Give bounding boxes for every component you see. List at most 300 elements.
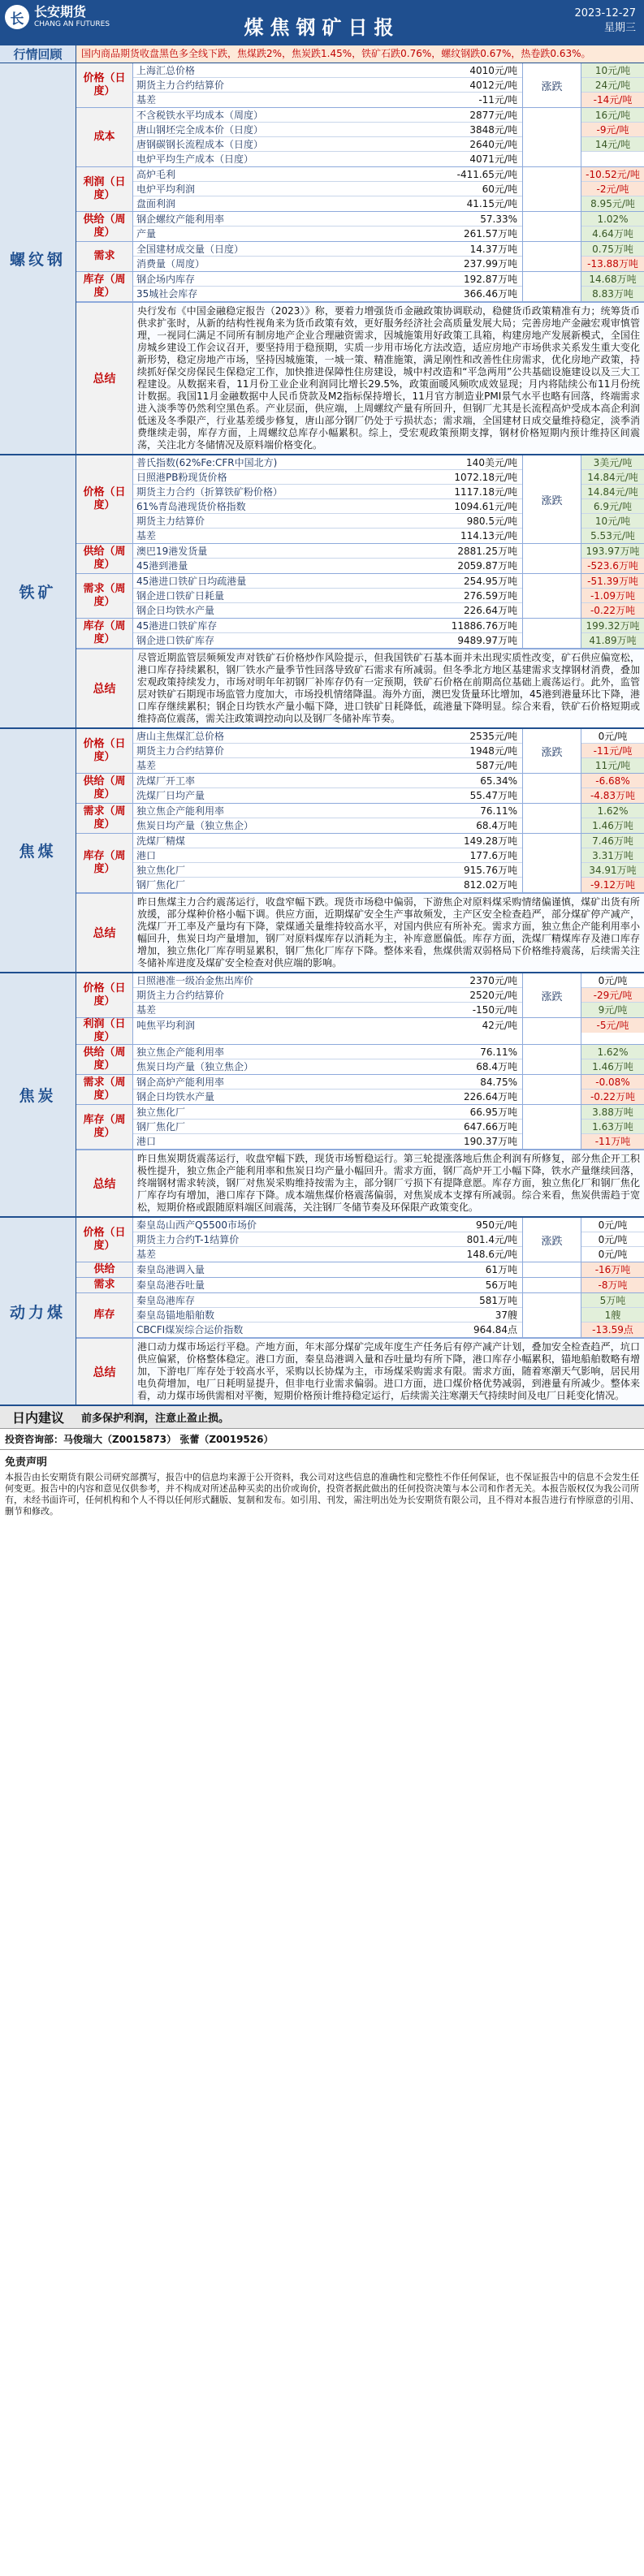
change-value: -1.09万吨 — [581, 589, 644, 603]
change-value: -9元/吨 — [581, 123, 644, 137]
indicator-name: 唐山主焦煤汇总价格 — [136, 731, 225, 742]
indicator-row — [133, 834, 522, 848]
change-tag-spacer — [523, 242, 581, 271]
change-value: 0元/吨 — [581, 1232, 644, 1247]
change-value: -4.83万吨 — [581, 788, 644, 803]
change-tag-spacer — [523, 1293, 581, 1337]
indicator-row — [133, 212, 522, 227]
section — [0, 973, 644, 1218]
indicator-name: 港口 — [136, 850, 157, 861]
summary-block — [76, 893, 644, 972]
indicator-group — [76, 1105, 644, 1150]
change-value: -523.6万吨 — [581, 559, 644, 573]
indicator-group — [76, 1045, 644, 1075]
disclaimer-title: 免责声明 — [5, 1456, 48, 1469]
indicator-name: 吨焦平均利润 — [136, 1020, 196, 1031]
indicator-name: 钢企场内库存 — [136, 274, 196, 285]
indicator-name: 钢企高炉产能利用率 — [136, 1077, 225, 1088]
change-value: 1艘 — [581, 1308, 644, 1323]
indicator-row — [133, 272, 522, 287]
section — [0, 455, 644, 729]
change-value: -11元/吨 — [581, 744, 644, 758]
indicator-name: 35城社会库存 — [136, 288, 198, 300]
indicator-row — [133, 863, 522, 878]
group-name: 价格（日度） — [76, 973, 133, 1017]
section — [0, 729, 644, 973]
change-value: 3美元/吨 — [581, 455, 644, 470]
group-name: 供给（周度） — [76, 212, 133, 241]
advice-label: 日内建议 — [11, 1410, 64, 1426]
indicator-name: 61%青岛港现货价格指数 — [136, 501, 246, 512]
change-value: 10元/吨 — [581, 514, 644, 529]
indicator-row — [133, 123, 522, 137]
indicator-group — [76, 63, 644, 108]
report-date — [574, 6, 636, 36]
group-name: 供给（周度） — [76, 1045, 133, 1074]
indicator-value: 1948元/吨 — [469, 745, 517, 757]
change-value: -0.22万吨 — [581, 603, 644, 618]
indicator-group — [76, 1293, 644, 1338]
indicator-value: -11元/吨 — [478, 94, 517, 106]
indicator-name: 钢厂焦化厂 — [136, 879, 186, 891]
indicator-value: 812.02万吨 — [464, 879, 517, 891]
change-tag-spacer — [523, 1018, 581, 1044]
indicator-group — [76, 242, 644, 272]
indicator-name: 洗煤厂日均产量 — [136, 790, 205, 801]
indicator-name: 钢厂焦化厂 — [136, 1121, 186, 1133]
indicator-value: 950元/吨 — [476, 1219, 517, 1231]
indicator-row — [133, 1278, 522, 1292]
logo-icon: 长 — [5, 5, 29, 29]
indicator-name: 秦皇岛港吞吐量 — [136, 1279, 205, 1291]
group-name: 成本 — [76, 108, 133, 166]
change-value: 14.68万吨 — [581, 272, 644, 287]
indicator-group — [76, 167, 644, 212]
indicator-row — [133, 1293, 522, 1308]
indicator-value: 226.64万吨 — [464, 605, 517, 616]
indicator-value: 2520元/吨 — [469, 990, 517, 1001]
change-tag-spacer — [523, 1075, 581, 1104]
indicator-group — [76, 619, 644, 649]
indicator-row — [133, 257, 522, 271]
indicator-value: 964.84点 — [473, 1324, 517, 1335]
indicator-name: 45港到港量 — [136, 560, 188, 572]
change-value: 16元/吨 — [581, 108, 644, 123]
indicator-value: 37艘 — [495, 1310, 517, 1321]
indicator-value: 177.6万吨 — [469, 850, 517, 861]
indicator-value: 11886.76万吨 — [451, 620, 517, 632]
group-name: 库存 — [76, 1293, 133, 1337]
change-tag-spacer — [523, 834, 581, 892]
indicator-row — [133, 1045, 522, 1059]
change-tag-spacer — [523, 774, 581, 803]
section-body — [76, 973, 644, 1216]
change-value: -9.12万吨 — [581, 878, 644, 892]
indicator-name: 港口 — [136, 1136, 157, 1147]
change-tag-spacer — [523, 1105, 581, 1149]
indicator-value: 581万吨 — [479, 1295, 517, 1306]
indicator-value: 2535元/吨 — [469, 731, 517, 742]
group-name: 价格（日度） — [76, 1218, 133, 1262]
indicator-row — [133, 973, 522, 988]
indicator-name: 不含税铁水平均成本（周度） — [136, 110, 264, 121]
change-value: -5元/吨 — [581, 1018, 644, 1033]
indicator-name: 期货主力合约结算价 — [136, 80, 225, 91]
change-value: -13.88万吨 — [581, 257, 644, 271]
report-title: 煤焦钢矿日报 — [244, 16, 400, 39]
indicator-row — [133, 559, 522, 573]
group-name: 价格（日度） — [76, 729, 133, 773]
indicator-value: 14.37万吨 — [469, 244, 517, 255]
indicator-name: 45港进口铁矿库存 — [136, 620, 218, 632]
change-value: 3.31万吨 — [581, 848, 644, 863]
change-value: 10元/吨 — [581, 63, 644, 78]
indicator-row — [133, 63, 522, 78]
indicator-name: 焦炭日均产量（独立焦企） — [136, 1061, 254, 1072]
summary-text: 昨日焦炭期货震荡运行，收盘窄幅下跌，现货市场暂稳运行。第三轮提涨落地后焦企利润有所修复，部分焦企开工积极性提升，独立焦企产能利用率和焦炭日均产量小幅回升。需求方面，钢厂高炉开工小幅下降，铁水产量继续回落，终端钢材需求转淡，钢厂对焦炭采购维持按需为主，部分钢厂亏损下有提降意愿。库存方面，独立焦化厂和钢厂焦化厂库存均有增加，港口库存下降。成本端焦煤价格震荡偏弱，对焦炭成本支撑有所减弱。综合来看，焦炭供需趋于宽松，短期价格或跟随原料端区间震荡，关注钢厂冬储节奏及环保限产政策变化。 — [133, 1150, 644, 1216]
summary-label: 总结 — [76, 1339, 133, 1405]
indicator-name: 上海汇总价格 — [136, 65, 196, 76]
indicator-row — [133, 1262, 522, 1277]
indicator-group — [76, 729, 644, 774]
summary-text: 昨日焦煤主力合约震荡运行，收盘窄幅下跌。现货市场稳中偏弱，下游焦企对原料煤采购情绪偏谨慎，煤矿出货有所放缓，部分煤种价格小幅下调。供应方面，近期煤矿安全生产事故频发，主产区安全检查趋严，部分煤矿停产减产，洗煤厂开工率及产量均有下降，蒙煤通关量维持较高水平，对国内供应有所补充。需求方面，独立焦企产能利用率小幅回升，焦炭日均产量增加，钢厂对原料煤库存以消耗为主，补库意愿偏低。库存方面，洗煤厂精煤库存及港口库存增加，独立焦化厂库存明显累积，钢厂焦化厂库存下降。整体来看，焦煤供需双弱格局下价格维持震荡，后续需关注冬储补库进度及煤矿安全检查对供应端的影响。 — [133, 894, 644, 972]
indicator-name: 高炉毛利 — [136, 169, 176, 180]
indicator-name: 唐钢碳钢长流程成本（日度） — [136, 139, 264, 150]
change-value: -14元/吨 — [581, 93, 644, 107]
indicator-row — [133, 1105, 522, 1120]
indicator-value: 587元/吨 — [476, 760, 517, 771]
indicator-value: 190.37万吨 — [464, 1136, 517, 1147]
summary-text: 央行发布《中国金融稳定报告（2023）》称，要着力增强货币金融政策协调联动，稳健货币政策精准有力；统筹货币供求扩张时，从新的结构性视角来为货币政策有效，更好服务经济社会高质量发展大局；完善房地产金融宏观审慎管理，一视同仁满足不同所有制房地产企业合理融资需求，因城施策用好政策工具箱，构建房地产发展新模式，全国住房城乡建设工作会议召开，要坚持用于稳预期，实质一步用市场化方法改造，适应房地产市场供求关系发生重大变化新形势，稳定房地产市场，坚持因城施策，一城一策、精准施策，满足刚性和改善性住房需求，优化房地产政策，持续抓好保交房保民生保稳定工作，加快推进保障性住房建设，城中村改造和“平急两用”公共基础设施建设以及三大工程建设。从数据来看，11月份工业企业利润同比增长29.5%，政策面暖风频吹成效显现；月内将陆续公布11月份统计数据。我国11月金融数据中人民币贷款及M2指标保持增长，11月官方制造业PMI景气水平也略有回落，终端需求进入淡季等仍然利空黑色系。产业层面，供应端，上周螺纹产量有所回升，但钢厂尤其是长流程高炉受成本高企利润低迷及冬季限产，行业基差缓步修复，唐山部分钢厂仍处于亏损状态；需求端，全国建材日成交量维持稳定，淡季消费继续走弱，库存方面，上周螺纹总库存小幅累积。综上，受宏观政策预期支撑，钢材价格短期内预计维持区间震荡，关注北方冬储情况及原料端价格变化。 — [133, 303, 644, 454]
sections-container — [0, 63, 644, 1406]
group-name: 库存（周度） — [76, 834, 133, 892]
change-value: 0.75万吨 — [581, 242, 644, 257]
change-value: -0.22万吨 — [581, 1090, 644, 1104]
market-review-label: 行情回顾 — [0, 45, 76, 63]
indicator-name: 期货主力合约（折算铁矿粉价格） — [136, 486, 283, 498]
indicator-name: 基差 — [136, 94, 157, 106]
indicator-row — [133, 729, 522, 744]
indicator-group — [76, 1218, 644, 1262]
indicator-group — [76, 973, 644, 1018]
section — [0, 63, 644, 455]
indicator-row — [133, 287, 522, 301]
indicator-row — [133, 574, 522, 589]
change-value: -29元/吨 — [581, 988, 644, 1003]
indicator-name: 期货主力合约结算价 — [136, 745, 225, 757]
report-header — [0, 0, 644, 45]
indicator-row — [133, 1218, 522, 1232]
indicator-row — [133, 93, 522, 107]
indicator-value: 647.66万吨 — [464, 1121, 517, 1133]
indicator-name: 钢企进口铁矿日耗量 — [136, 590, 225, 602]
indicator-row — [133, 1323, 522, 1337]
indicator-row — [133, 1232, 522, 1247]
indicator-row — [133, 182, 522, 196]
indicator-value: 84.75% — [480, 1077, 517, 1088]
indicator-value: 980.5元/吨 — [466, 516, 517, 527]
change-value: 7.46万吨 — [581, 834, 644, 848]
group-name: 需求 — [76, 1278, 133, 1292]
change-tag: 涨跌 — [523, 1218, 581, 1262]
indicator-value: -150元/吨 — [472, 1004, 517, 1016]
indicator-name: 独立焦化厂 — [136, 865, 186, 876]
intraday-advice — [0, 1406, 644, 1429]
change-value: -51.39万吨 — [581, 574, 644, 589]
indicator-value: 56万吨 — [485, 1279, 517, 1291]
indicator-value: 3848元/吨 — [469, 124, 517, 136]
indicator-row — [133, 227, 522, 241]
summary-label: 总结 — [76, 894, 133, 972]
indicator-name: 洗煤厂精煤 — [136, 835, 186, 847]
indicator-group — [76, 804, 644, 834]
change-value: 1.46万吨 — [581, 1059, 644, 1074]
change-value: -10.52元/吨 — [581, 167, 644, 182]
analyst-info: 投资咨询部：马俊瑞大（Z0015873） 张蕾（Z0019526） — [0, 1429, 644, 1450]
group-name: 库存（周度） — [76, 1105, 133, 1149]
change-tag-spacer — [523, 272, 581, 301]
indicator-name: 钢企螺纹产能利用率 — [136, 214, 225, 225]
change-tag: 涨跌 — [523, 455, 581, 543]
indicator-value: 61万吨 — [485, 1264, 517, 1275]
indicator-name: 盘面利润 — [136, 198, 176, 209]
indicator-value: 801.4元/吨 — [466, 1234, 517, 1245]
indicator-name: 期货主力合约T-1结算价 — [136, 1234, 240, 1245]
indicator-row — [133, 758, 522, 773]
indicator-name: 基差 — [136, 760, 157, 771]
indicator-value: 55.47万吨 — [469, 790, 517, 801]
indicator-value: 66.95万吨 — [469, 1107, 517, 1118]
indicator-name: 期货主力合约结算价 — [136, 990, 225, 1001]
change-value: 9元/吨 — [581, 1003, 644, 1017]
change-value: -2元/吨 — [581, 182, 644, 196]
indicator-name: 基差 — [136, 530, 157, 542]
change-value: -8万吨 — [581, 1278, 644, 1292]
indicator-row — [133, 603, 522, 618]
change-tag-spacer — [523, 1278, 581, 1292]
indicator-row — [133, 1120, 522, 1134]
logo-cn: 长安期货 — [34, 4, 87, 19]
change-value: 41.89万吨 — [581, 633, 644, 648]
indicator-value: 1072.18元/吨 — [454, 472, 517, 483]
change-value: 193.97万吨 — [581, 544, 644, 559]
change-value: 14.84元/吨 — [581, 485, 644, 499]
indicator-group — [76, 774, 644, 804]
section-body — [76, 63, 644, 454]
indicator-row — [133, 167, 522, 182]
weekday-text: 星期三 — [603, 22, 636, 34]
indicator-name: 产量 — [136, 228, 157, 239]
change-value: 4.64万吨 — [581, 227, 644, 241]
indicator-name: 全国建材成交量（日度） — [136, 244, 244, 255]
indicator-name: 钢企进口铁矿库存 — [136, 635, 215, 646]
change-value: 14.84元/吨 — [581, 470, 644, 485]
indicator-value: 9489.97万吨 — [457, 635, 517, 646]
change-tag-spacer — [523, 619, 581, 648]
group-name: 需求 — [76, 242, 133, 271]
section-name: 焦煤 — [0, 729, 76, 972]
change-value: 1.62% — [581, 804, 644, 818]
change-value: 0元/吨 — [598, 1249, 628, 1260]
group-name: 供给 — [76, 1262, 133, 1277]
change-tag: 涨跌 — [523, 729, 581, 773]
group-name: 需求（周度） — [76, 1075, 133, 1104]
indicator-value: 60元/吨 — [482, 183, 517, 195]
date-text: 2023-12-27 — [574, 7, 636, 19]
indicator-name: 焦炭日均产量（独立焦企） — [136, 820, 254, 831]
indicator-row — [133, 1090, 522, 1104]
change-value: 1.62% — [581, 1045, 644, 1059]
indicator-row — [133, 544, 522, 559]
indicator-value: 148.6元/吨 — [466, 1249, 517, 1260]
indicator-name: 电炉平均生产成本（日度） — [136, 153, 254, 165]
indicator-name: 澳巴19港发货量 — [136, 546, 208, 557]
indicator-value: 2370元/吨 — [469, 975, 517, 986]
indicator-row — [133, 514, 522, 529]
disclaimer-text: 本报告由长安期货有限公司研究部撰写，报告中的信息均来源于公开资料，我公司对这些信息的准确性和完整性不作任何保证，也不保证报告中的信息不会发生任何变更。报告中的内容和意见仅供参考，并不构成对所述品种买卖的出价或询价，投资者据此做出的任何投资决策与本公司和作者无关。本报告版权仅为我公司所有，未经书面许可，任何机构和个人不得以任何形式翻版、复制和发布。如引用、刊发，需注明出处为长安期货有限公司，且不得对本报告进行有悖原意的引用、删节和修改。 — [5, 1472, 639, 1517]
change-value: 1.63万吨 — [581, 1120, 644, 1134]
indicator-value: 4012元/吨 — [469, 80, 517, 91]
indicator-name: 秦皇岛锚地船舶数 — [136, 1310, 215, 1321]
indicator-value: 2877元/吨 — [469, 110, 517, 121]
change-value: 1.46万吨 — [581, 818, 644, 833]
section-name: 动力煤 — [0, 1218, 76, 1405]
change-value: -11万吨 — [581, 1134, 644, 1149]
indicator-name: 电炉平均利润 — [136, 183, 196, 195]
change-value: 0元/吨 — [581, 973, 644, 988]
section-body — [76, 1218, 644, 1405]
indicator-value: 76.11% — [480, 1046, 517, 1058]
indicator-row — [133, 499, 522, 514]
indicator-row — [133, 529, 522, 543]
change-value: 5.53元/吨 — [581, 529, 644, 543]
indicator-value: 41.15元/吨 — [466, 198, 517, 209]
change-value: 0元/吨 — [581, 1218, 644, 1232]
indicator-name: 独立焦化厂 — [136, 1107, 186, 1118]
indicator-value: 68.4万吨 — [476, 1061, 517, 1072]
indicator-value: 4010元/吨 — [469, 65, 517, 76]
summary-block — [76, 1150, 644, 1216]
indicator-value: 68.4万吨 — [476, 820, 517, 831]
indicator-row — [133, 818, 522, 833]
indicator-name: 基差 — [136, 1249, 157, 1260]
change-value: 24元/吨 — [581, 78, 644, 93]
change-value: 6.9元/吨 — [581, 499, 644, 514]
indicator-row — [133, 619, 522, 633]
indicator-name: 消费量（周度） — [136, 258, 205, 270]
change-tag-spacer — [523, 108, 581, 166]
indicator-name: 洗煤厂开工率 — [136, 775, 196, 787]
indicator-name: 独立焦企产能利用率 — [136, 805, 225, 817]
indicator-name: 钢企日均铁水产量 — [136, 605, 215, 616]
indicator-row — [133, 774, 522, 788]
change-tag-spacer — [523, 212, 581, 241]
indicator-row — [133, 1075, 522, 1090]
market-review-text: 国内商品期货收盘黑色多全线下跌，焦煤跌2%，焦炭跌1.45%，铁矿石跌0.76%，螺纹钢跌0.67%，热卷跌0.63%。 — [76, 45, 644, 63]
indicator-group — [76, 1262, 644, 1278]
indicator-value: 192.87万吨 — [464, 274, 517, 285]
indicator-value: 261.57万吨 — [464, 228, 517, 239]
indicator-group — [76, 1278, 644, 1293]
indicator-value: 226.64万吨 — [464, 1091, 517, 1102]
change-value: 14元/吨 — [581, 137, 644, 152]
indicator-value: 237.99万吨 — [464, 258, 517, 270]
summary-block — [76, 302, 644, 454]
indicator-group — [76, 272, 644, 302]
change-value: 1.02% — [581, 212, 644, 227]
indicator-value: 149.28万吨 — [464, 835, 517, 847]
indicator-row — [133, 988, 522, 1003]
indicator-row — [133, 455, 522, 470]
indicator-value: 57.33% — [480, 214, 517, 225]
section — [0, 1218, 644, 1406]
indicator-group — [76, 1075, 644, 1105]
change-tag-spacer — [523, 574, 581, 618]
indicator-row — [133, 1018, 522, 1033]
indicator-row — [133, 589, 522, 603]
change-value: -16万吨 — [581, 1262, 644, 1277]
group-name: 库存（周度） — [76, 619, 133, 648]
indicator-name: 秦皇岛港库存 — [136, 1295, 196, 1306]
group-name: 需求（周度） — [76, 804, 133, 833]
indicator-value: 366.46万吨 — [464, 288, 517, 300]
indicator-value: 76.11% — [480, 805, 517, 817]
section-name: 铁矿 — [0, 455, 76, 727]
indicator-row — [133, 848, 522, 863]
indicator-row — [133, 1134, 522, 1149]
indicator-row — [133, 242, 522, 257]
indicator-value: 4071元/吨 — [469, 153, 517, 165]
indicator-group — [76, 574, 644, 619]
indicator-value: 65.34% — [480, 775, 517, 787]
indicator-value: 2881.25万吨 — [457, 546, 517, 557]
indicator-name: 普氏指数(62%Fe:CFR中国北方) — [136, 457, 278, 468]
indicator-group — [76, 834, 644, 893]
indicator-value: 140美元/吨 — [466, 457, 517, 468]
change-value: -6.68% — [581, 774, 644, 788]
change-tag-spacer — [523, 1262, 581, 1277]
indicator-row — [133, 485, 522, 499]
indicator-group — [76, 108, 644, 167]
indicator-name: 45港进口铁矿日均疏港量 — [136, 576, 247, 587]
section-name: 焦炭 — [0, 973, 76, 1216]
indicator-name: 秦皇岛山西产Q5500市场价 — [136, 1219, 257, 1231]
change-tag-spacer — [523, 167, 581, 211]
change-value: 5万吨 — [581, 1293, 644, 1308]
indicator-value: 276.59万吨 — [464, 590, 517, 602]
indicator-name: 日照港PB粉现货价格 — [136, 472, 227, 483]
change-value: 8.95元/吨 — [581, 196, 644, 211]
group-name: 需求（周度） — [76, 574, 133, 618]
summary-label: 总结 — [76, 303, 133, 454]
indicator-row — [133, 744, 522, 758]
summary-text: 港口动力煤市场运行平稳。产地方面，年末部分煤矿完成年度生产任务后有停产减产计划，叠加安全检查趋严，坑口供应偏紧，价格整体稳定。港口方面，秦皇岛港调入量和吞吐量均有所下降，港口库存小幅累积，锚地船舶数略有增加，下游电厂库存处于较高水平，采购以长协煤为主，市场煤采购需求有限。需求方面，随着寒潮天气影响，居民用电负荷增加，电厂日耗明显提升，但非电行业需求偏弱。进口方面，进口煤价格优势减弱，到港量有所减少。整体来看，动力煤市场供需相对平衡，短期价格预计维持稳定运行，后续需关注寒潮天气持续时间及电厂日耗变化情况。 — [133, 1339, 644, 1405]
change-tag-spacer — [523, 804, 581, 833]
indicator-row — [133, 196, 522, 211]
change-value: 8.83万吨 — [581, 287, 644, 301]
section-name: 螺纹钢 — [0, 63, 76, 454]
indicator-name: 唐山钢坯完全成本价（日度） — [136, 124, 264, 136]
market-review — [0, 45, 644, 63]
summary-block — [76, 1338, 644, 1405]
indicator-name: 基差 — [136, 1004, 157, 1016]
indicator-group — [76, 455, 644, 544]
summary-label: 总结 — [76, 1150, 133, 1216]
indicator-value: -411.65元/吨 — [456, 169, 517, 180]
change-tag: 涨跌 — [523, 973, 581, 1017]
indicator-row — [133, 804, 522, 818]
indicator-name: CBCFI煤炭综合运价指数 — [136, 1324, 244, 1335]
